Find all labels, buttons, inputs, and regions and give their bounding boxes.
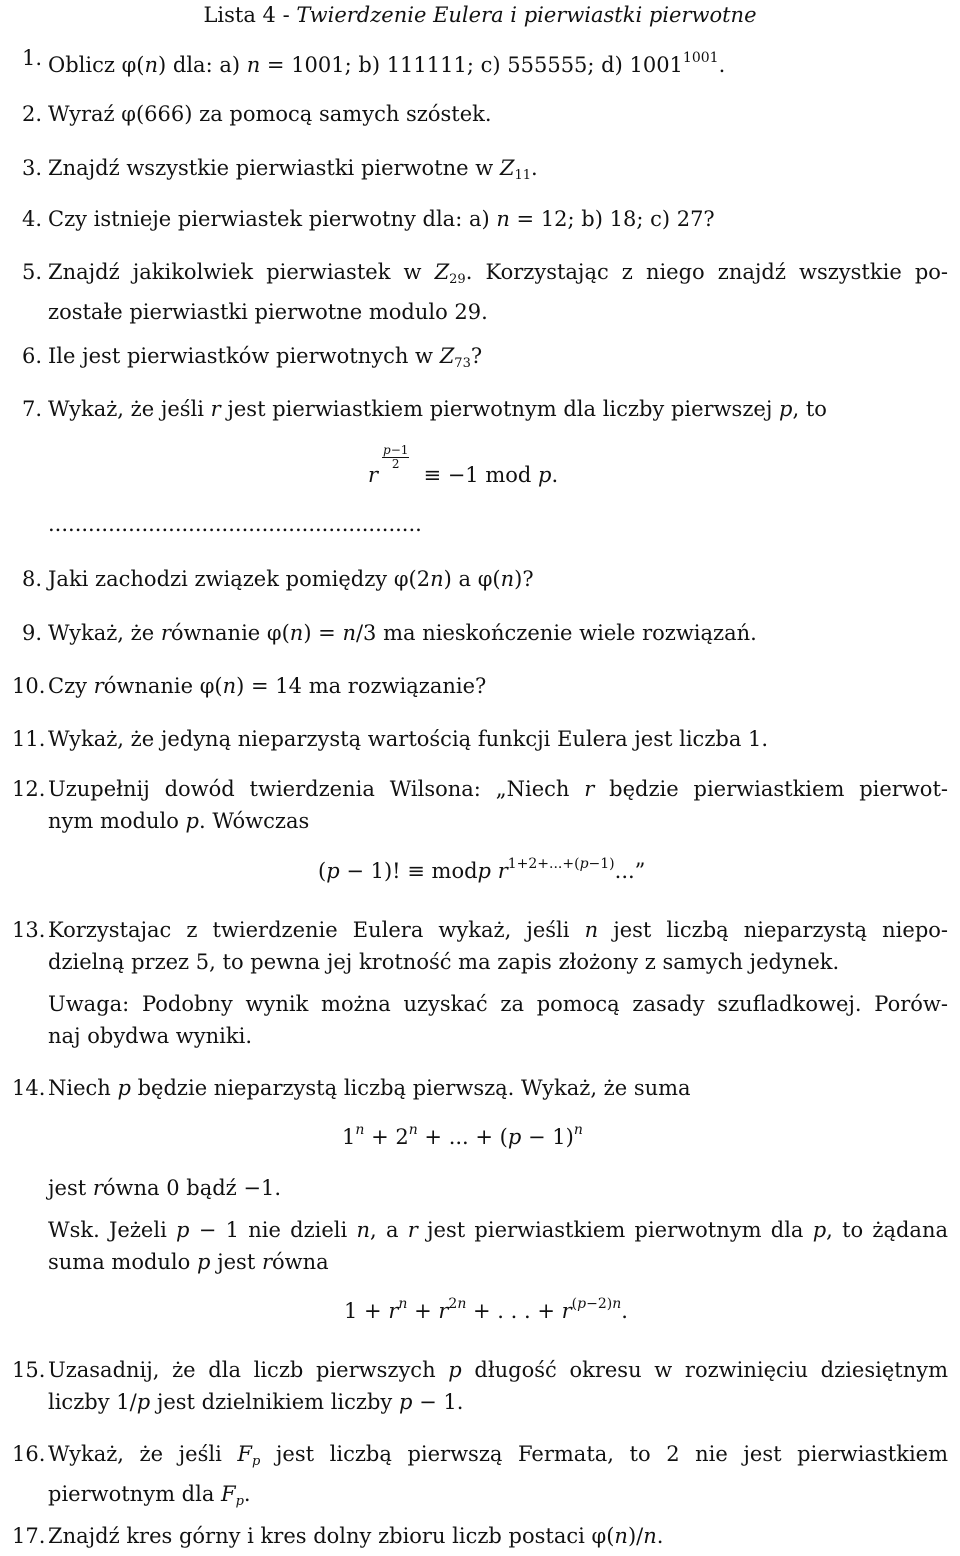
continuation-dots: ........................................................ <box>48 512 422 536</box>
formula-text: $1 + r^n + r^{2n}$ + . . . + $r^{(p-2)n}$. <box>344 1296 628 1323</box>
problem-text: Oblicz φ(n) dla: a) n = 1001; b) 111111; c) 555555; d) $1001^{1001}$. <box>48 50 726 77</box>
formula-text: r $\frac{p-1}{2}$ ≡ −1 mod p. <box>368 443 559 487</box>
page-title <box>0 2 960 28</box>
problem-text: Uzupełnij dowód twierdzenia Wilsona: „Niech r będzie pierwiastkiem pierwot- <box>48 777 948 801</box>
formula-text: (p − 1)! ≡ modp $r^{1+2+...+(p-1)}$...” <box>318 856 646 883</box>
problem-number: 2. <box>21 102 42 126</box>
problem-text: Czy równanie φ(n) = 14 ma rozwiązanie? <box>48 674 487 698</box>
problem-text: Znajdź wszystkie pierwiastki pierwotne w $Z_{11}$. <box>48 156 538 183</box>
problem-number: 4. <box>21 207 42 231</box>
problem-number: 1. <box>21 46 42 70</box>
problem-text: Wykaż, że jedyną nieparzystą wartością funkcji Eulera jest liczba 1. <box>48 727 769 751</box>
problem-number: 8. <box>21 567 42 591</box>
problem-number: 11. <box>12 727 46 751</box>
problem-text: Wykaż, że jeśli r jest pierwiastkiem pierwotnym dla liczby pierwszej p, to <box>48 397 827 421</box>
problem-number: 16. <box>12 1442 46 1466</box>
problem-text: Uzasadnij, że dla liczb pierwszych p długość okresu w rozwinięciu dziesiętnym <box>48 1358 948 1382</box>
problem-text: Korzystajac z twierdzenie Eulera wykaż, jeśli n jest liczbą nieparzystą niepo- <box>48 918 949 942</box>
problem-number: 9. <box>21 621 42 645</box>
note-text: Uwaga: Podobny wynik można uzyskać za pomocą zasady szufladkowej. Porów- <box>48 992 948 1016</box>
problem-number: 17. <box>12 1524 46 1548</box>
problem-text: Wykaż, że jeśli $F_p$ jest liczbą pierwszą Fermata, to 2 nie jest pierwiastkiem <box>48 1442 948 1469</box>
problem-text: Znajdź jakikolwiek pierwiastek w $Z_{29}$. Korzystając z niego znajdź wszystkie po- <box>48 260 949 287</box>
problem-number: 13. <box>12 918 46 942</box>
note-text: naj obydwa wyniki. <box>48 1024 252 1048</box>
hint-text: suma modulo p jest równa <box>48 1250 329 1274</box>
formula-text: $1^n + 2^n$ + ... + $(p - 1)^n$ <box>342 1122 583 1149</box>
problem-text: Wyraź φ(666) za pomocą samych szóstek. <box>48 102 492 126</box>
problem-text: nym modulo p. Wówczas <box>48 809 310 833</box>
problem-number: 6. <box>21 344 42 368</box>
problem-number: 10. <box>12 674 46 698</box>
problem-number: 7. <box>21 397 42 421</box>
problem-number: 14. <box>12 1076 46 1100</box>
problem-text: Wykaż, że równanie φ(n) = n/3 ma nieskończenie wiele rozwiązań. <box>48 621 757 645</box>
problem-text: pierwotnym dla $F_p$. <box>48 1482 251 1509</box>
hint-text: Wsk. Jeżeli p − 1 nie dzieli n, a r jest pierwiastkiem pierwotnym dla p, to żądana <box>48 1218 948 1242</box>
problem-number: 3. <box>21 156 42 180</box>
problem-number: 12. <box>12 777 46 801</box>
problem-number: 15. <box>12 1358 46 1382</box>
problem-text: Ile jest pierwiastków pierwotnych w $Z_{73}$? <box>48 344 483 371</box>
problem-text: Jaki zachodzi związek pomiędzy φ(2n) a φ(n)? <box>48 567 534 591</box>
title-text: Lista 4 - Twierdzenie Eulera i pierwiastki pierwotne <box>203 3 757 27</box>
problem-text: zostałe pierwiastki pierwotne modulo 29. <box>48 300 488 324</box>
problem-text: liczby 1/p jest dzielnikiem liczby p − 1. <box>48 1390 464 1414</box>
problem-text: Znajdź kres górny i kres dolny zbioru liczb postaci φ(n)/n. <box>48 1524 664 1548</box>
problem-text: dzielną przez 5, to pewna jej krotność ma zapis złożony z samych jedynek. <box>48 950 840 974</box>
problem-text: jest równa 0 bądź −1. <box>48 1176 282 1200</box>
problem-text: Czy istnieje pierwiastek pierwotny dla: a) n = 12; b) 18; c) 27? <box>48 207 715 231</box>
problem-number: 5. <box>21 260 42 284</box>
problem-text: Niech p będzie nieparzystą liczbą pierwszą. Wykaż, że suma <box>48 1076 691 1100</box>
